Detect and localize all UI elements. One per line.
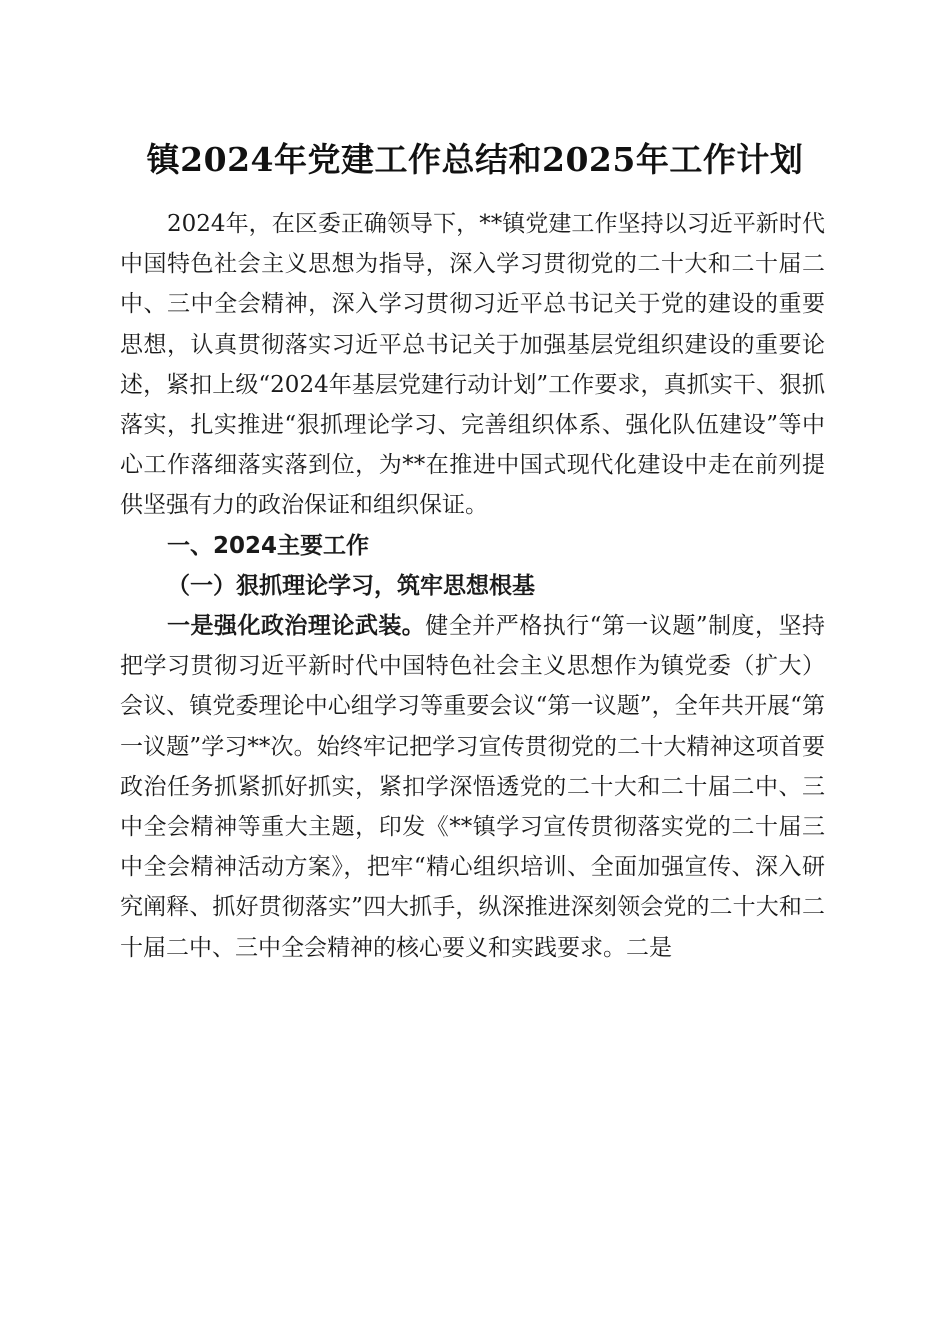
section-heading-main-work: 一、2024主要工作 bbox=[167, 532, 370, 559]
subsection-heading-theory-study: （一）狠抓理论学习，筑牢思想根基 bbox=[167, 571, 535, 599]
intro-paragraph: 2024年，在区委正确领导下，**镇党建工作坚持以习近平新时代中国特色社会主义思想为指导，深入学习贯彻党的二十大和二十届二中、三中全会精神，深入学习贯彻习近平总书记关于党的建设的重要思想，认真贯彻落实习近平总书记关于加强基层党组织建设的重要论述，紧扣上级“2024年基层党建行动计划”工作要求，真抓实干、狠抓落实，扎实推进“狠抓理论学习、完善组织体系、强化队伍建设”等中心工作落细落实落到位，为**在推进中国式现代化建设中走在前列提供坚强有力的政治保证和组织保证。 bbox=[120, 211, 825, 519]
paragraph-lead-text: 一是强化政治理论武装。 bbox=[167, 612, 426, 640]
paragraph-political-theory bbox=[120, 606, 825, 968]
document-title: 镇2024年党建工作总结和2025年工作计划 bbox=[146, 140, 804, 179]
document-body bbox=[120, 204, 825, 968]
paragraph-body-text: 健全并严格执行“第一议题”制度，坚持把学习贯彻习近平新时代中国特色社会主义思想作为镇党委（扩大）会议、镇党委理论中心组学习等重要会议“第一议题”，全年共开展“第一议题”学习**次。始终牢记把学习宣传贯彻党的二十大精神这项首要政治任务抓紧抓好抓实，紧扣学深悟透党的二十大和二十届二中、三中全会精神等重大主题，印发《**镇学习宣传贯彻落实党的二十届三中全会精神活动方案》，把牢“精心组织培训、全面加强宣传、深入研究阐释、抓好贯彻落实”四大抓手，纵深推进深刻领会党的二十大和二十届二中、三中全会精神的核心要义和实践要求。二是 bbox=[120, 613, 825, 961]
